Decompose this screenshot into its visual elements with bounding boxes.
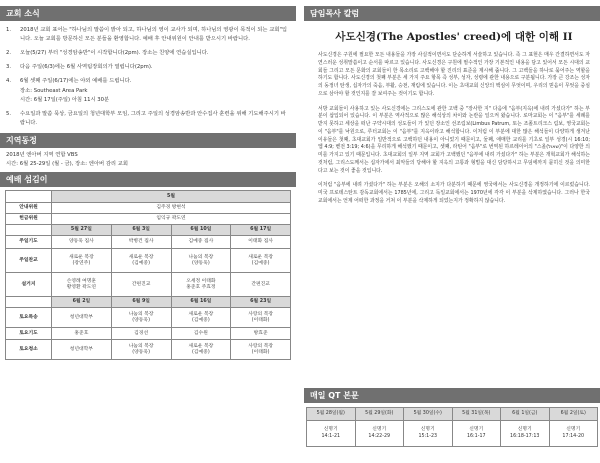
week-header: 6월 23일	[231, 297, 291, 308]
qt-date: 5월 30일(수)	[404, 408, 453, 421]
cell: 박병건 집사	[111, 236, 171, 249]
worship-servers-table	[5, 190, 291, 360]
cell: 방효준	[231, 328, 291, 340]
church-news-header: 교회 소식	[0, 6, 296, 21]
news-item: 5. 수요일과 말씀 묵상, 금요일의 청년대학부 모임, 그리고 주일의 성경암송반과 안수집사 훈련을 위해 기도해주시기 바랍니다.	[6, 111, 286, 126]
row-label: 토요기도	[6, 328, 52, 340]
cell: 임익규 곽도연	[52, 214, 291, 225]
week-header: 6월 10일	[171, 225, 231, 236]
cell: 새로운 복장 (김예중)	[231, 249, 291, 273]
cell: 새로운 복장 (김예중)	[111, 249, 171, 273]
cell: 김수원	[171, 328, 231, 340]
cell: 나눔의 복장 (양동욱)	[111, 340, 171, 360]
qt-passage: 신명기 14:1-21	[307, 421, 356, 447]
daily-qt-table	[306, 407, 598, 447]
cell: 양동욱 집사	[52, 236, 112, 249]
region-line: 시간: 6월 25-29일 (월 - 금), 장소: 엔아버 감리 교회	[6, 161, 128, 167]
cell: 사랑의 복장 (이태화)	[231, 340, 291, 360]
cell: 새로운 복장 (김예중)	[171, 308, 231, 328]
qt-date: 6월 2일(토)	[549, 408, 598, 421]
qt-date: 5월 29일(화)	[355, 408, 404, 421]
news-item: 2. 오늘(5/27) 부터 "성경암송반"이 시작합니다(2pm). 장소는 친양에 연습실입니다.	[6, 50, 209, 56]
cell: 홍준호	[52, 328, 112, 340]
cell: 나눔의 복장 (양동욱)	[111, 308, 171, 328]
cell: 오세정 이태화 홍준호 주효정	[171, 273, 231, 297]
row-label: 설거지	[6, 273, 52, 297]
cell: 새로운 복장 (김예중)	[171, 340, 231, 360]
week-header: 5월 27일	[52, 225, 112, 236]
row-label: 주일기도	[6, 236, 52, 249]
pastor-column-header: 담임목사 칼럼	[304, 6, 600, 21]
week-header: 6월 16일	[171, 297, 231, 308]
region-line: 2018년 엔아버 지역 연합 VBS	[6, 152, 78, 158]
cell: 사랑의 복장 (이태화)	[231, 308, 291, 328]
region-news-header: 지역동정	[0, 133, 296, 148]
cell: 간편진교	[231, 273, 291, 297]
qt-date: 6월 1일(금)	[501, 408, 550, 421]
row-label: 헌금위원	[6, 214, 52, 225]
pastor-column	[304, 21, 600, 206]
news-item-sub: 장소: Southeast Area Park	[20, 88, 88, 94]
cell: 김예중 집사	[171, 236, 231, 249]
qt-date: 5월 31일(목)	[452, 408, 501, 421]
news-item: 3. 다음 주일(6/3)에는 6월 사역팀장회의가 열립니다(2pm).	[6, 64, 153, 70]
qt-passage: 신명기 16:1-17	[452, 421, 501, 447]
row-label: 주일찬교	[6, 249, 52, 273]
church-news-list	[0, 21, 296, 128]
right-column	[304, 0, 600, 439]
column-paragraph: 서방 교회들이 사용하고 있는 사도신경에는 그리스도에 관한 고백 중 "장사한 지" 다음에 "음부(지옥)에 내려 가셨다가" 하는 부분이 삽입되어 있습니다. 이 부분은 역사적으로 많은 해석상의 차이와 논란을 일으켜 왔습니다. 로마교회는 이 "음부"를 세례를 받지 못하고 세상을 떠난 구약시대의 성도들이 가 있던 장소인 선조림보(Limbus Patrum, 또는 조폴트리크스 림보, 영국교회는 이 "음부"를 낙원으로, 루터교회는 이 "음부"를 지옥이라고 해석합니다. 이처럼 이 부분에 대한 많은 해석들이 다양하게 생겨난 이유들은 첫째, 초대교회가 일반적으로 고백하던 내용이 아니었기 때문이고, 둘째, 애매한 교리를 기초로 일부 성경(시 16:10; 엡 4:9; 벧전 3:19; 4:6)을 무리하게 해석했기 때문이고, 셋째, 라틴어 "음부"로 번역된 하르레이어의 "스올(שאול)"이 다양한 의미를 가지고 있기 때문입니다. 초대교회의 일부 지역 교회가 고백했던 "음부에 내려 가셨다가" 하는 부분은 개혁교회가 해석하는 것처럼, 그리스도께서는 십자가에서 최악들의 당해야 할 지옥의 고통과 형벌을 대신 담당하시고 무덤에까지 묻히신 것을 의미한다고 보는 것이 좋을 것입니다.	[318, 105, 591, 174]
cell: 나눔의 복장 (양동욱)	[171, 249, 231, 273]
news-item: 4. 6월 셋째 주일(6/17)에는 야외 예배를 드립니다.	[6, 78, 132, 84]
cell: 김주경 방현석	[52, 203, 291, 214]
column-paragraph: 사도신경은 구원에 필요한 모든 내용들을 가장 사실적이면서도 단순하게 서술하고 있습니다. 즉 그 표현은 매우 간결하면서도 자연스러운 성취말씀이고 순서를 따르고 있습니다. 사도신경은 구원에 필수적인 가장 기본적인 내용을 담고 있어서 모든 시대의 교회들 그리고 모든 문화의 교회들이 한 목소리로 고백해야 할 진리의 표준을 제시해 줍니다. 그 고백들을 하나로 묶어주는 역할을 하기도 합니다. 사도신경의 첫째 부분은 세 가지 주요 항목 즉 성부, 성자, 성령에 관한 내용으로 구분됩니다. 가장 큰 강조는 성자의 동정녀 탄생, 십자가의 죽음, 부활, 승천, 재림에 있습니다. 이는 초대교회 신앙의 핵심이 무엇이며, 우리의 믿음이 무엇을 중심으로 삼아야 할 것인지를 잘 보여주는 것이기도 합니다.	[318, 52, 590, 97]
row-label: 안내위원	[6, 203, 52, 214]
row-label: 토요청소	[6, 340, 52, 360]
cell: 김경선	[111, 328, 171, 340]
region-news	[0, 148, 296, 172]
qt-passage: 신명기 16:18-17:13	[501, 421, 550, 447]
cell: 청년대학부	[52, 340, 112, 360]
cell: 새로운 복장 (장연주)	[52, 249, 112, 273]
cell: 손영례 여명훈 황영환 곽도연	[52, 273, 112, 297]
cell: 이태화 집사	[231, 236, 291, 249]
news-item: 1. 2018년 교회 표어는 "하나님의 말씀이 밝아 되고, 하나님의 영이 교사가 되며, 하나님의 영광이 목적이 되는 교회"입니다. 오늘 교회를 방문하신 모든 분들을 환영합니다. 예배 후 안내위원이 안내를 받으시기 바랍니다.	[6, 27, 288, 42]
daily-qt-header: 매일 QT 본문	[304, 388, 600, 403]
row-label: 토요특송	[6, 308, 52, 328]
cell: 청년대학부	[52, 308, 112, 328]
worship-servers-header: 예배 섬김이	[0, 172, 296, 187]
qt-date: 5월 28일(월)	[307, 408, 356, 421]
left-column	[0, 0, 296, 360]
week-header: 6월 2일	[52, 297, 112, 308]
week-header: 6월 17일	[231, 225, 291, 236]
news-item-sub: 시간: 6월 17일(주일) 아침 11시 30분	[20, 97, 110, 103]
qt-passage: 신명기 14:22-29	[355, 421, 404, 447]
cell: 간편진교	[111, 273, 171, 297]
column-title: 사도신경(The Apostles' creed)에 대한 이해 II	[335, 31, 573, 43]
qt-passage: 신명기 15:1-23	[404, 421, 453, 447]
week-header: 6월 9일	[111, 297, 171, 308]
month-header: 5월	[52, 191, 291, 203]
column-paragraph: 이처럼 "음부에 내려 가셨다가" 하는 부분은 오해의 소지가 다분하기 때문에 영국에서는 사도신경을 개정하기에 이르렀습니다. 미국 프로테스탄트 감독교회에서는 1785년에, 그리고 독일교회에서는 1970년에 각각 이 부분을 삭제하였습니다. 그러나 한국교회에서는 언제 어떠한 과정을 거쳐 이 부분을 삭제하게 되었는지가 정확하지 않습니다.	[318, 182, 590, 204]
week-header: 6월 3일	[111, 225, 171, 236]
qt-passage: 신명기 17:14-20	[549, 421, 598, 447]
